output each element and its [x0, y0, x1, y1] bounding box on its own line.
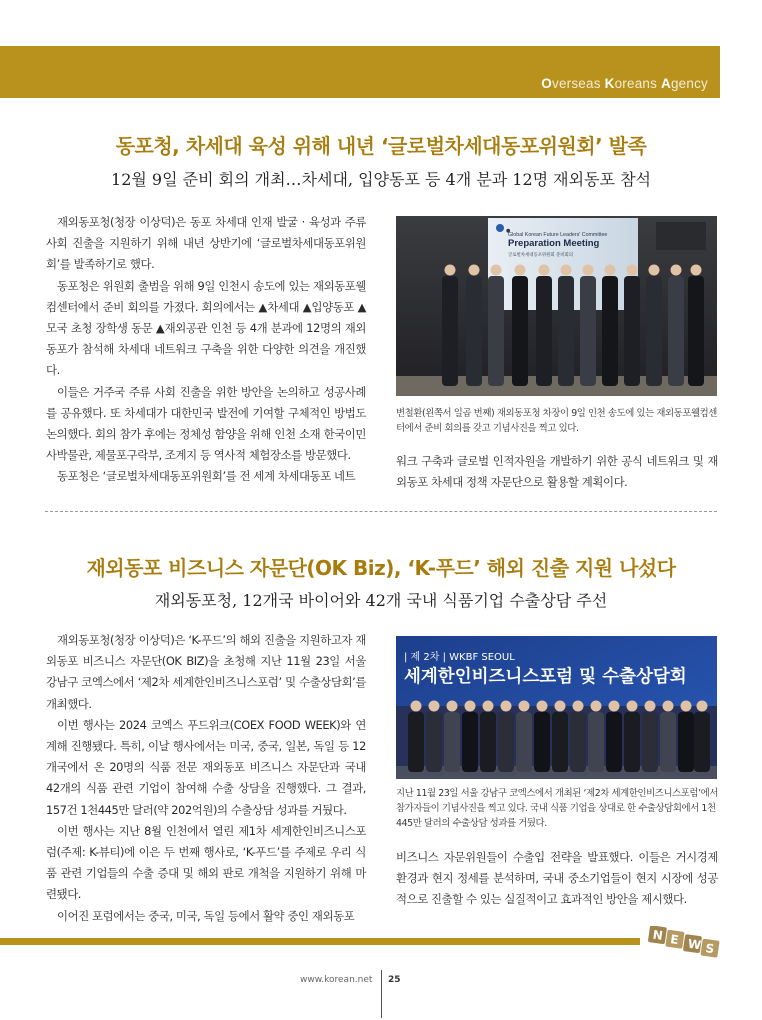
svg-text:글로벌차세대동포위원회 준비회의: 글로벌차세대동포위원회 준비회의	[508, 253, 574, 258]
person-figure	[624, 712, 640, 772]
person-figure	[534, 712, 550, 772]
person-head	[645, 701, 656, 712]
person-head	[591, 701, 602, 712]
person-figure	[462, 712, 478, 772]
article2-right-column	[396, 847, 718, 911]
person-head	[583, 265, 594, 276]
person-head	[561, 265, 572, 276]
person-head	[573, 701, 584, 712]
person-head	[691, 265, 702, 276]
person-figure	[602, 276, 618, 386]
person-figure	[444, 712, 460, 772]
svg-text:| 제 2차 | WKBF SEOUL: | 제 2차 | WKBF SEOUL	[404, 652, 515, 663]
bottom-rule	[0, 938, 640, 945]
person-head	[627, 701, 638, 712]
person-figure	[588, 712, 604, 772]
footer-divider	[381, 970, 382, 1018]
person-figure	[536, 276, 552, 386]
person-head	[609, 701, 620, 712]
person-head	[491, 265, 502, 276]
news-badge-icon	[646, 926, 722, 960]
article2-photo	[396, 636, 717, 779]
person-figure	[408, 712, 424, 772]
person-head	[445, 265, 456, 276]
article1-left-column	[46, 212, 366, 488]
person-figure	[570, 712, 586, 772]
person-figure	[466, 276, 482, 386]
person-head	[605, 265, 616, 276]
person-figure	[488, 276, 504, 386]
news-letter: E	[669, 932, 680, 948]
article1-photo-caption: 변철환(왼쪽서 일곱 번째) 재외동포청 차장이 9일 인천 송도에 있는 재외동포웰컴센터에서 준비 회의를 갖고 기념사진을 찍고 있다.	[396, 408, 717, 434]
person-head	[519, 701, 530, 712]
article2-title: 재외동포 비즈니스 자문단(OK Biz), ‘K-푸드’ 해외 진출 지원 나섰다	[86, 556, 676, 580]
person-figure	[694, 712, 710, 772]
paragraph: 이번 행사는 지난 8월 인천에서 열린 제1차 세계한인비즈니스포럼(주제: K-뷰티)에 이은 두 번째 행사로, ‘K-푸드’를 주제로 우리 식품 관련 기업들의 수출 증대 및 해외 판로 개척을 지원하기 위해 마련됐다.	[46, 823, 366, 902]
person-head	[681, 701, 692, 712]
article1-right-column	[396, 451, 718, 493]
paragraph: 동포청은 ‘글로벌차세대동포위원회’를 전 세계 차세대동포 네트	[57, 469, 356, 484]
person-figure	[516, 712, 532, 772]
person-head	[515, 265, 526, 276]
article2-subtitle: 재외동포청, 12개국 바이어와 42개 국내 식품기업 수출상담 주선	[154, 591, 608, 610]
news-letter: W	[686, 936, 703, 953]
footer-url: www.korean.net	[300, 975, 373, 985]
article1-photo	[396, 216, 717, 396]
person-head	[411, 701, 422, 712]
person-figure	[660, 712, 676, 772]
person-head	[627, 265, 638, 276]
page-number: 25	[388, 975, 401, 985]
article1-title: 동포청, 차세대 육성 위해 내년 ‘글로벌차세대동포위원회’ 발족	[115, 134, 647, 158]
news-letter: N	[651, 927, 664, 943]
person-head	[697, 701, 708, 712]
person-figure	[646, 276, 662, 386]
paragraph: 재외동포청(청장 이상덕)은 동포 차세대 인재 발굴 · 육성과 주류사회 진출을 지원하기 위해 내년 상반기에 ‘글로벌차세대동포위원회’를 발족하기로 했다.	[46, 215, 366, 272]
person-figure	[668, 276, 684, 386]
header-band	[0, 46, 720, 98]
person-figure	[678, 712, 694, 772]
person-head	[447, 701, 458, 712]
svg-text:Global Korean Future Leaders': Global Korean Future Leaders' Committee	[508, 232, 608, 238]
person-head	[671, 265, 682, 276]
person-figure	[558, 276, 574, 386]
person-figure	[642, 712, 658, 772]
paragraph: 워크 구축과 글로벌 인적자원을 개발하기 위한 공식 네트워크 및 재외동포 차세대 정책 자문단으로 활용할 계획이다.	[396, 454, 718, 490]
person-figure	[624, 276, 640, 386]
person-figure	[442, 276, 458, 386]
person-figure	[552, 712, 568, 772]
person-head	[539, 265, 550, 276]
brand-name: Overseas Koreans Agency	[541, 76, 708, 91]
paragraph: 동포청은 위원회 출범을 위해 9일 인천시 송도에 있는 재외동포웰컴센터에서 준비 회의를 가졌다. 회의에서는 ▲차세대 ▲입양동포 ▲모국 초청 장학생 동문 ▲재외공관 인천 등 4개 분과에 12명의 재외동포가 참석해 차세대 네트워크 구축을 위한 다양한 의견을 개진했다.	[46, 278, 366, 378]
person-figure	[426, 712, 442, 772]
person-head	[663, 701, 674, 712]
person-head	[649, 265, 660, 276]
person-head	[501, 701, 512, 712]
paragraph: 비즈니스 자문위원들이 수출입 전략을 발표했다. 이들은 거시경제 환경과 현지 정세를 분석하며, 국내 중소기업들이 현지 시장에 성공적으로 진출할 수 있는 실질적이고 효과적인 방안을 제시했다.	[396, 850, 718, 907]
person-head	[555, 701, 566, 712]
paragraph: 재외동포청(청장 이상덕)은 ‘K-푸드’의 해외 진출을 지원하고자 재외동포 비즈니스 자문단(OK BIZ)을 초청해 지난 11월 23일 서울 강남구 코엑스에서 ‘제2차 세계한인비즈니스포럼’ 및 수출상담회’를 개최했다.	[46, 633, 366, 711]
paragraph: 이번 행사는 2024 코엑스 푸드위크(COEX FOOD WEEK)와 연계해 진행됐다. 특히, 이날 행사에서는 미국, 중국, 일본, 독일 등 12개국에서 온 20명의 식품 전문 재외동포 비즈니스 자문단과 국내 42개의 식품 관련 기업이 참여해 수출 상담을 진행했다. 그 결과, 157건 1천445만 달러(약 202억원)의 수출상담 성과를 거뒀다.	[46, 717, 366, 817]
person-head	[537, 701, 548, 712]
person-figure	[512, 276, 528, 386]
svg-text:Preparation Meeting: Preparation Meeting	[508, 238, 600, 249]
news-letter: S	[704, 941, 716, 957]
person-figure	[498, 712, 514, 772]
person-head	[465, 701, 476, 712]
person-head	[469, 265, 480, 276]
svg-text:세계한인비즈니스포럼 및 수출상담회: 세계한인비즈니스포럼 및 수출상담회	[404, 667, 687, 687]
article1-subtitle: 12월 9일 준비 회의 개최…차세대, 입양동포 등 4개 분과 12명 재외동포 참석	[111, 170, 651, 189]
section-divider	[45, 511, 717, 512]
paragraph: 이어진 포럼에서는 중국, 미국, 독일 등에서 활약 중인 재외동포	[57, 908, 355, 923]
svg-text:●: ●	[506, 228, 511, 234]
person-figure	[580, 276, 596, 386]
article2-photo-caption: 지난 11월 23일 서울 강남구 코엑스에서 개최된 ‘제2차 세계한인비즈니스포럼’에서 참가자들이 기념사진을 찍고 있다. 국내 식품 기업을 상대로 한 수출상담회에서 1천445만 달러의 수출상담 성과를 거뒀다.	[396, 788, 718, 829]
person-figure	[606, 712, 622, 772]
person-head	[429, 701, 440, 712]
person-figure	[688, 276, 704, 386]
article2-left-column	[46, 630, 366, 927]
person-head	[483, 701, 494, 712]
paragraph: 이들은 거주국 주류 사회 진출을 위한 방안을 논의하고 성공사례를 공유했다. 또 차세대가 대한민국 발전에 기여할 구체적인 방법도 논의했다. 회의 참가 후에는 정체성 함양을 위해 인천 소재 한국이민사박물관, 제물포구락부, 조계지 등 역사적 체험장소를 방문했다.	[46, 384, 366, 463]
person-figure	[480, 712, 496, 772]
